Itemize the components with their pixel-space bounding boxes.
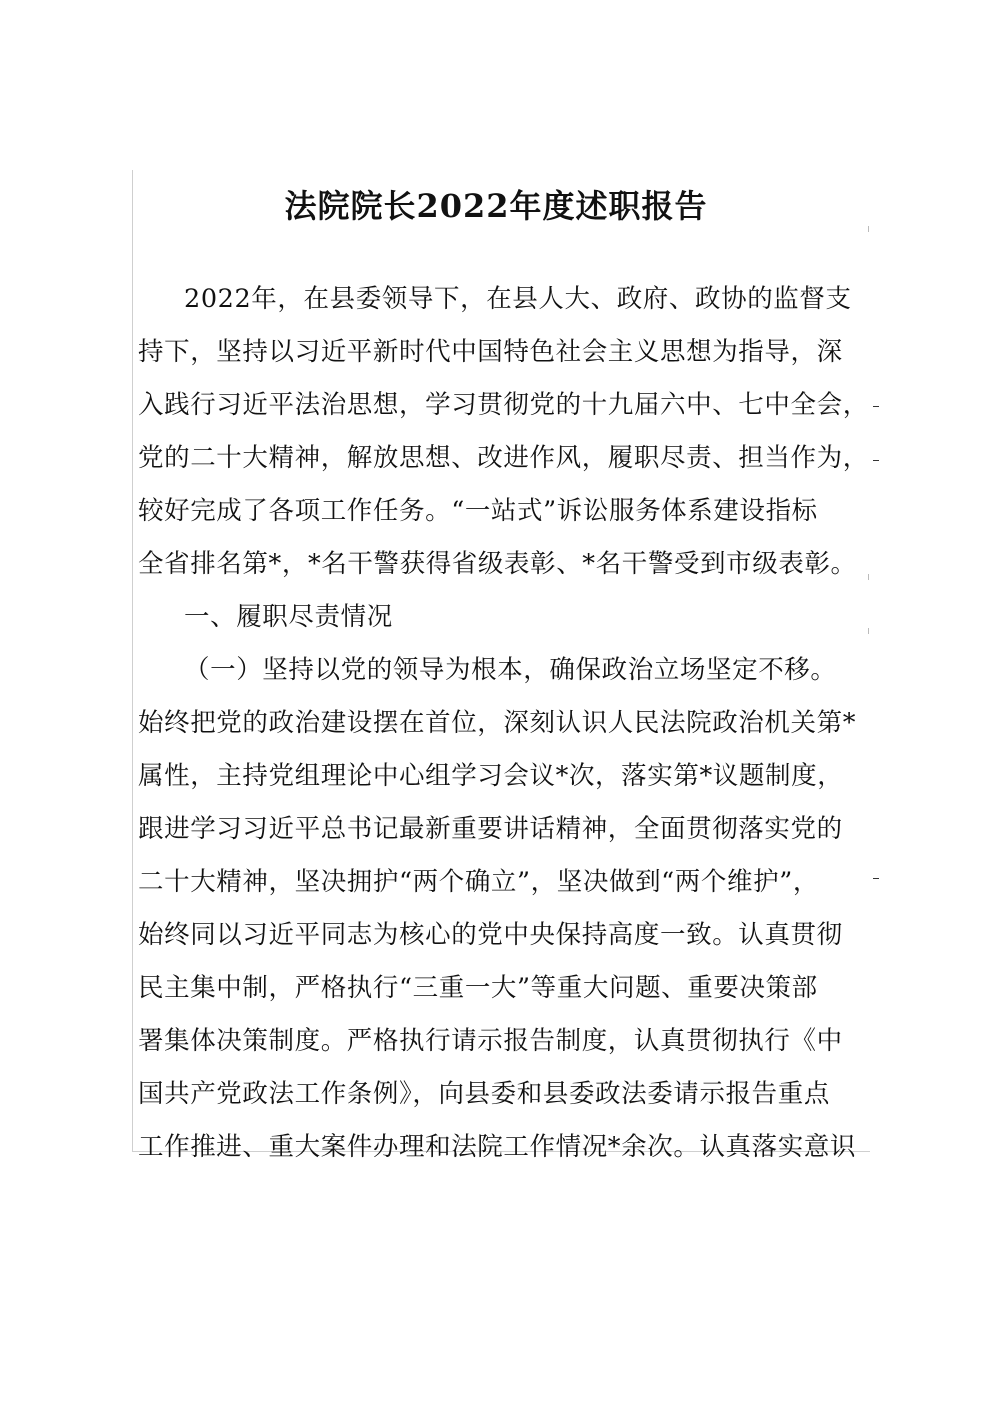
paragraph-line: 跟进学习习近平总书记最新重要讲话精神，全面贯彻落实党的 — [138, 814, 843, 844]
margin-tick — [868, 574, 869, 580]
paragraph-line: 属性，主持党组理论中心组学习会议*次，落实第*议题制度， — [138, 761, 844, 791]
subsection-heading: （一）坚持以党的领导为根本，确保政治立场坚定不移。 — [184, 655, 837, 685]
document-body — [138, 273, 868, 1174]
paragraph-line: 始终把党的政治建设摆在首位，深刻认识人民法院政治机关第* — [138, 708, 857, 738]
margin-mark — [873, 460, 879, 461]
section-heading: 一、履职尽责情况 — [184, 602, 393, 632]
paragraph-line: 2022年，在县委领导下，在县人大、政府、政协的监督支 — [184, 284, 852, 314]
paragraph-line: 民主集中制，严格执行“三重一大”等重大问题、重要决策部 — [138, 973, 818, 1003]
frame-left-border — [132, 170, 133, 1152]
paragraph-line: 入践行习近平法治思想，学习贯彻党的十九届六中、七中全会， — [138, 390, 869, 420]
margin-mark — [873, 878, 879, 879]
paragraph-line: 署集体决策制度。严格执行请示报告制度，认真贯彻执行《中 — [138, 1026, 843, 1056]
document-title: 法院院长2022年度述职报告 — [284, 187, 708, 225]
margin-mark — [873, 406, 879, 407]
paragraph-line: 工作推进、重大案件办理和法院工作情况*余次。认真落实意识 — [138, 1132, 857, 1162]
paragraph-line: 较好完成了各项工作任务。“一站式”诉讼服务体系建设指标 — [138, 496, 818, 526]
paragraph-line: 国共产党政法工作条例》，向县委和县委政法委请示报告重点 — [138, 1079, 830, 1109]
margin-tick — [868, 628, 869, 634]
paragraph-line: 二十大精神，坚决拥护“两个确立”，坚决做到“两个维护”， — [138, 867, 819, 897]
paragraph-line: 始终同以习近平同志为核心的党中央保持高度一致。认真贯彻 — [138, 920, 843, 950]
paragraph-line: 全省排名第*，*名干警获得省级表彰、*名干警受到市级表彰。 — [138, 549, 857, 579]
paragraph-line: 持下，坚持以习近平新时代中国特色社会主义思想为指导，深 — [138, 337, 843, 367]
paragraph-line: 党的二十大精神，解放思想、改进作风，履职尽责、担当作为， — [138, 443, 869, 473]
